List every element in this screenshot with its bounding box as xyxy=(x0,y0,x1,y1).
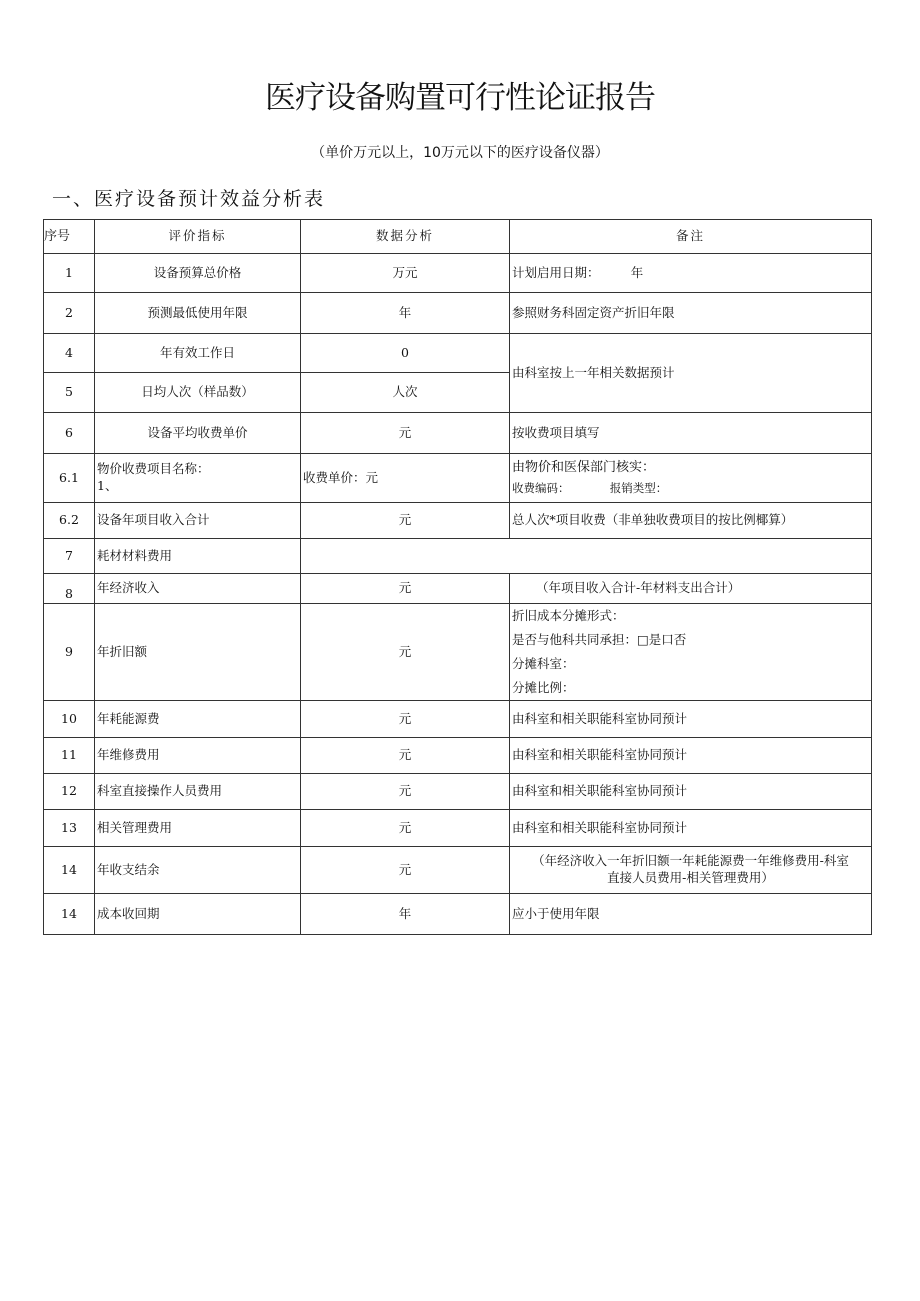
row-note: 总人次*项目收费（非单独收费项目的按比例椰算） xyxy=(510,503,872,539)
row-note: 由科室和相关职能科室协同预计 xyxy=(510,738,872,774)
table-row xyxy=(44,334,872,373)
row-data: 元 xyxy=(301,604,510,701)
row-indicator: 日均人次（样品数） xyxy=(95,373,301,413)
row-indicator: 科室直接操作人员费用 xyxy=(95,774,301,810)
note-line: （年经济收入一年折旧额一年耗能源费一年维修费用-科室 xyxy=(532,853,849,869)
row-data: 元 xyxy=(301,738,510,774)
row-data: 万元 xyxy=(301,254,510,293)
row-no: 1 xyxy=(44,254,95,293)
page-title: 医疗设备购置可行性论证报告 xyxy=(265,80,655,116)
row-indicator: 设备预算总价格 xyxy=(95,254,301,293)
table-row xyxy=(44,454,872,503)
row-no: 9 xyxy=(44,604,95,701)
note-line: 折旧成本分摊形式： xyxy=(512,608,625,623)
row-note: （年项目收入合计-年材料支出合计） xyxy=(510,574,872,604)
note-line: 由物价和医保部门核实： xyxy=(512,460,656,476)
note-line: 是否与他科共同承担：□是口否 xyxy=(512,632,687,647)
table-row xyxy=(44,738,872,774)
row-no: 4 xyxy=(44,334,95,373)
row-no: 14 xyxy=(44,894,95,935)
row-indicator: 设备年项目收入合计 xyxy=(95,503,301,539)
row-data: 元 xyxy=(301,810,510,847)
row-no: 8 xyxy=(44,574,95,604)
row-note: 由科室和相关职能科室协同预计 xyxy=(510,701,872,738)
table-row xyxy=(44,539,872,574)
row-note: 按收费项目填写 xyxy=(510,413,872,454)
row-no: 6.2 xyxy=(44,503,95,539)
row-empty-cell xyxy=(301,539,872,574)
row-indicator: 年折旧额 xyxy=(95,604,301,701)
header-note: 备注 xyxy=(510,220,872,254)
row-data: 元 xyxy=(301,413,510,454)
row-indicator: 预测最低使用年限 xyxy=(95,293,301,334)
row-no: 12 xyxy=(44,774,95,810)
row-no: 7 xyxy=(44,539,95,574)
row-note: 由科室按上一年相关数据预计 xyxy=(510,334,872,413)
row-data: 人次 xyxy=(301,373,510,413)
row-note: 应小于使用年限 xyxy=(510,894,872,935)
row-data: 元 xyxy=(301,503,510,539)
row-indicator: 年收支结余 xyxy=(95,847,301,894)
row-data: 0 xyxy=(301,334,510,373)
table-row xyxy=(44,254,872,293)
indicator-line: 物价收费项目名称： xyxy=(97,461,210,477)
row-note: 由科室和相关职能科室协同预计 xyxy=(510,810,872,847)
row-note: 参照财务科固定资产折旧年限 xyxy=(510,293,872,334)
row-note xyxy=(510,454,872,503)
table-header-row xyxy=(44,220,872,254)
row-data: 元 xyxy=(301,701,510,738)
row-no: 10 xyxy=(44,701,95,738)
row-indicator: 设备平均收费单价 xyxy=(95,413,301,454)
row-indicator: 年维修费用 xyxy=(95,738,301,774)
page-subtitle: （单价万元以上，10万元以下的医疗设备仪器） xyxy=(311,145,609,161)
table-row xyxy=(44,413,872,454)
table-row xyxy=(44,774,872,810)
row-no: 5 xyxy=(44,373,95,413)
table-row xyxy=(44,810,872,847)
row-indicator: 耗材材料费用 xyxy=(95,539,301,574)
row-no: 2 xyxy=(44,293,95,334)
row-indicator: 相关管理费用 xyxy=(95,810,301,847)
row-no: 11 xyxy=(44,738,95,774)
table-row xyxy=(44,503,872,539)
row-no: 6 xyxy=(44,413,95,454)
header-data: 数据分析 xyxy=(301,220,510,254)
table-row xyxy=(44,894,872,935)
row-data: 收费单价：元 xyxy=(301,454,510,503)
note-line: 直接人员费用-相关管理费用） xyxy=(607,870,774,885)
row-indicator: 年经济收入 xyxy=(95,574,301,604)
table-row xyxy=(44,847,872,894)
row-data: 元 xyxy=(301,847,510,894)
row-data: 年 xyxy=(301,894,510,935)
row-indicator: 年有效工作日 xyxy=(95,334,301,373)
row-indicator: 成本收回期 xyxy=(95,894,301,935)
row-note xyxy=(510,604,872,701)
row-note xyxy=(510,847,872,894)
row-no: 14 xyxy=(44,847,95,894)
row-no: 6.1 xyxy=(44,454,95,503)
row-note: 计划启用日期： 年 xyxy=(510,254,872,293)
table-row xyxy=(44,701,872,738)
row-data: 元 xyxy=(301,574,510,604)
section-heading: 一、医疗设备预计效益分析表 xyxy=(52,188,326,210)
row-note: 由科室和相关职能科室协同预计 xyxy=(510,774,872,810)
row-data: 年 xyxy=(301,293,510,334)
header-indicator: 评价指标 xyxy=(95,220,301,254)
note-line: 分摊比例： xyxy=(512,680,575,695)
table-row xyxy=(44,604,872,701)
row-data: 元 xyxy=(301,774,510,810)
table-row xyxy=(44,574,872,604)
row-indicator: 年耗能源费 xyxy=(95,701,301,738)
benefit-analysis-table xyxy=(43,219,872,935)
note-line: 分摊科室： xyxy=(512,656,575,671)
header-no: 序号 xyxy=(44,220,95,254)
row-no: 13 xyxy=(44,810,95,847)
indicator-line: 1、 xyxy=(97,478,118,493)
note-line: 收费编码： 报销类型： xyxy=(512,481,668,496)
row-indicator xyxy=(95,454,301,503)
table-row xyxy=(44,293,872,334)
